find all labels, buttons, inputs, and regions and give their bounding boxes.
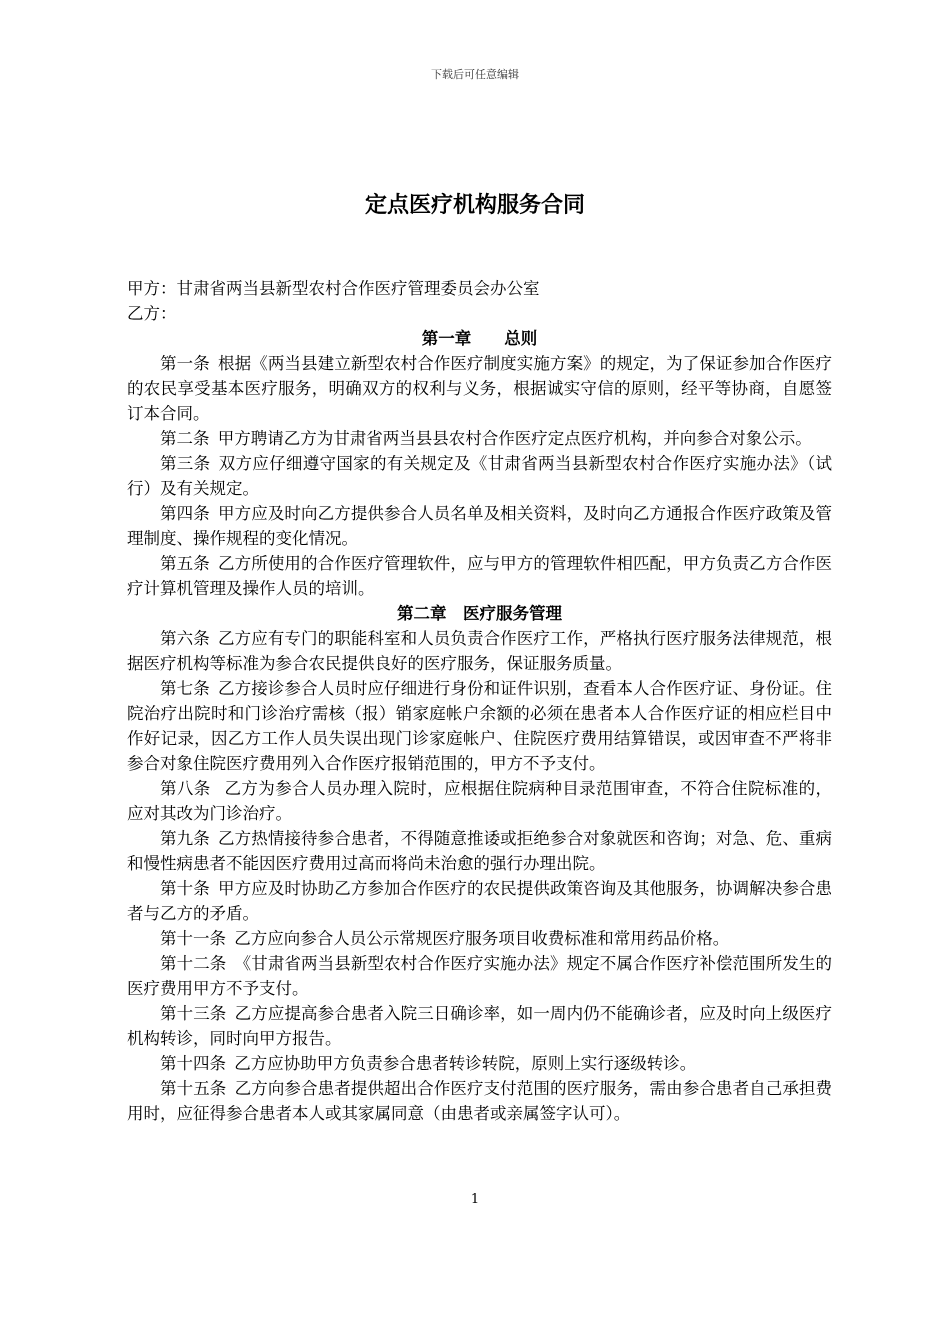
article-1 — [127, 351, 832, 426]
article-number: 第六条 — [160, 629, 210, 648]
chapter-2-heading: 第二章 医疗服务管理 — [397, 604, 562, 623]
article-text: 《甘肃省两当县新型农村合作医疗实施办法》规定不属合作医疗补偿范围所发生的医疗费用甲方不予支付。 — [127, 954, 833, 998]
article-text: 双方应仔细遵守国家的有关规定及《甘肃省两当县新型农村合作医疗实施办法》（试行）及有关规定。 — [127, 454, 833, 498]
article-8 — [127, 776, 832, 826]
header-note: 下载后可任意编辑 — [431, 68, 519, 81]
article-4 — [127, 501, 832, 551]
article-text: 乙方所使用的合作医疗管理软件，应与甲方的管理软件相匹配，甲方负责乙方合作医疗计算机管理及操作人员的培训。 — [127, 554, 833, 598]
article-number: 第三条 — [160, 454, 211, 473]
article-text: 根据《两当县建立新型农村合作医疗制度实施方案》的规定，为了保证参加合作医疗的农民享受基本医疗服务，明确双方的权利与义务，根据诚实守信的原则，经平等协商，自愿签订本合同。 — [127, 354, 833, 423]
article-text: 乙方应有专门的职能科室和人员负责合作医疗工作，严格执行医疗服务法律规范，根据医疗机构等标准为参合农民提供良好的医疗服务，保证服务质量。 — [127, 629, 833, 673]
article-number: 第八条 — [160, 779, 211, 798]
article-text: 甲方应及时协助乙方参加合作医疗的农民提供政策咨询及其他服务，协调解决参合患者与乙方的矛盾。 — [127, 879, 833, 923]
article-text: 乙方应向参合人员公示常规医疗服务项目收费标准和常用药品价格。 — [234, 929, 730, 948]
article-number: 第十一条 — [160, 929, 226, 948]
article-text: 乙方为参合人员办理入院时，应根据住院病种目录范围审查，不符合住院标准的，应对其改为门诊治疗。 — [127, 779, 832, 823]
article-number: 第十二条 — [160, 954, 227, 973]
article-number: 第七条 — [160, 679, 210, 698]
document-body — [127, 276, 832, 1126]
party-a: 甲方：甘肃省两当县新型农村合作医疗管理委员会办公室 — [127, 279, 540, 298]
article-text: 乙方应提高参合患者入院三日确诊率，如一周内仍不能确诊者，应及时向上级医疗机构转诊，同时向甲方报告。 — [127, 1004, 833, 1048]
article-text: 甲方聘请乙方为甘肃省两当县县农村合作医疗定点医疗机构，并向参合对象公示。 — [217, 429, 812, 448]
article-9 — [127, 826, 832, 876]
article-text: 乙方接诊参合人员时应仔细进行身份和证件识别，查看本人合作医疗证、身份证。住院治疗出院时和门诊治疗需核（报）销家庭帐户余额的必须在患者本人合作医疗证的相应栏目中作好记录，因乙方工作人员失误出现门诊家庭帐户、住院医疗费用结算错误，或因审查不严将非参合对象住院医疗费用列入合作医疗报销范围的，甲方不予支付。 — [127, 679, 833, 773]
article-text: 乙方热情接待参合患者，不得随意推诿或拒绝参合对象就医和咨询；对急、危、重病和慢性病患者不能因医疗费用过高而将尚未治愈的强行办理出院。 — [127, 829, 833, 873]
article-10 — [127, 876, 832, 926]
article-5 — [127, 551, 832, 601]
article-15 — [127, 1076, 832, 1126]
article-13 — [127, 1001, 832, 1051]
article-number: 第四条 — [160, 504, 210, 523]
article-12 — [127, 951, 832, 1001]
article-text: 甲方应及时向乙方提供参合人员名单及相关资料，及时向乙方通报合作医疗政策及管理制度、操作规程的变化情况。 — [127, 504, 833, 548]
page-number: 1 — [470, 1192, 480, 1207]
article-14 — [127, 1051, 832, 1076]
document-title: 定点医疗机构服务合同 — [364, 193, 585, 218]
article-number: 第十四条 — [160, 1054, 226, 1073]
article-2 — [127, 426, 832, 451]
article-number: 第五条 — [160, 554, 210, 573]
article-6 — [127, 626, 832, 676]
article-number: 第一条 — [160, 354, 210, 373]
article-number: 第十三条 — [160, 1004, 227, 1023]
chapter-1-heading: 第一章 总则 — [421, 329, 538, 348]
article-number: 第十五条 — [160, 1079, 227, 1098]
party-b: 乙方： — [127, 304, 177, 323]
article-number: 第九条 — [160, 829, 210, 848]
article-11 — [127, 926, 832, 951]
article-number: 第十条 — [160, 879, 210, 898]
article-number: 第二条 — [160, 429, 210, 448]
article-3 — [127, 451, 832, 501]
article-7 — [127, 676, 832, 776]
article-text: 乙方应协助甲方负责参合患者转诊转院，原则上实行逐级转诊。 — [234, 1054, 697, 1073]
article-text: 乙方向参合患者提供超出合作医疗支付范围的医疗服务，需由参合患者自己承担费用时，应征得参合患者本人或其家属同意（由患者或亲属签字认可）。 — [127, 1079, 833, 1123]
